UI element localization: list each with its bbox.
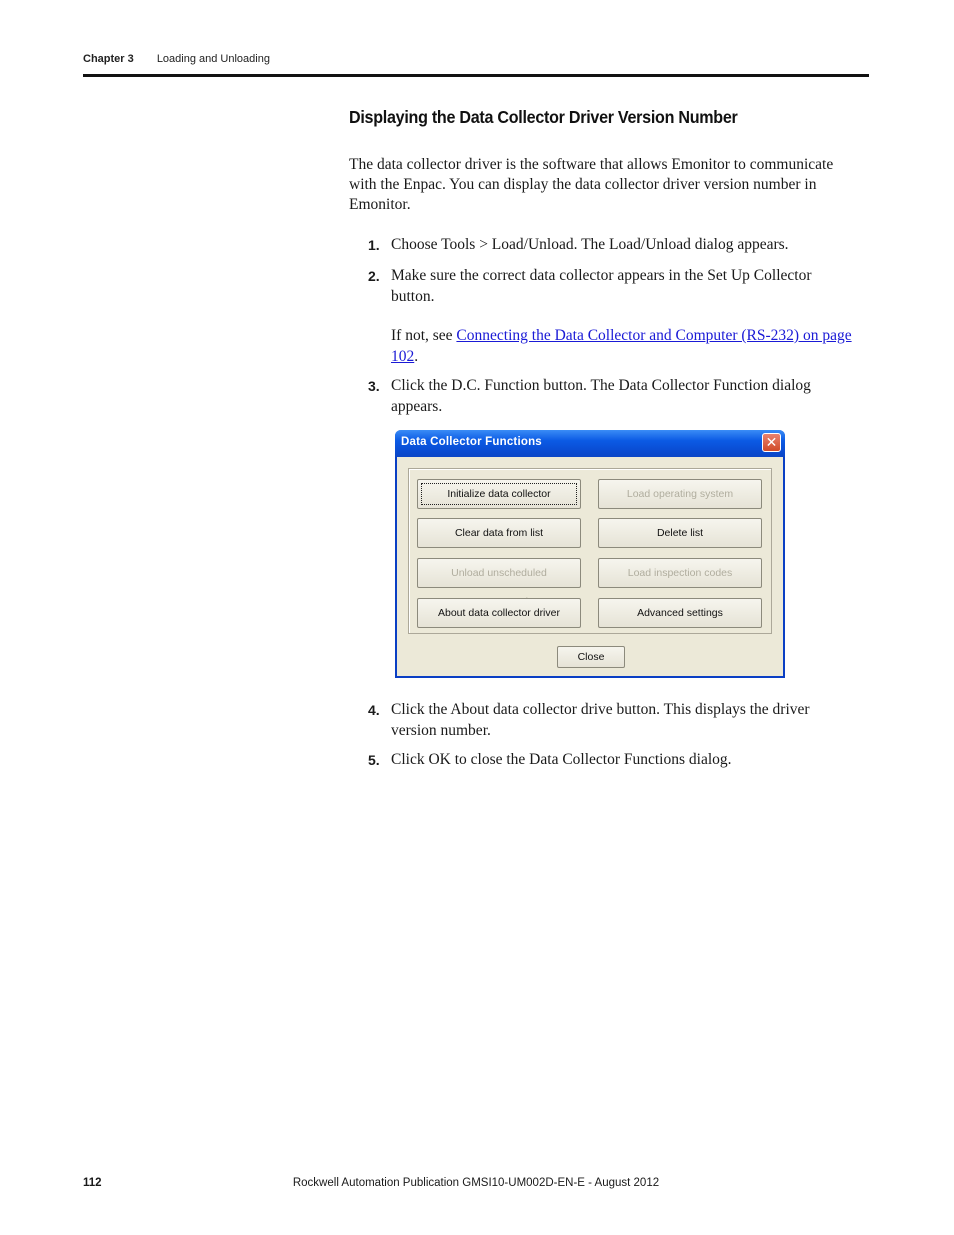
delete-list-button[interactable]: Delete list (598, 518, 762, 548)
close-icon[interactable]: ✕ (762, 433, 781, 452)
function-group (408, 468, 772, 634)
initialize-data-collector-button[interactable]: Initialize data collector (417, 479, 581, 509)
publication-footer: Rockwell Automation Publication GMSI10-UM002D-EN-E - August 2012 (292, 1177, 660, 1189)
dialog-titlebar (395, 430, 785, 457)
step-4: 4. Click the About data collector drive button. This displays the driver version number. (368, 701, 810, 739)
advanced-settings-button[interactable]: Advanced settings (598, 598, 762, 628)
close-button[interactable]: Close (557, 646, 625, 668)
header-rule (83, 74, 869, 77)
chapter-label: Chapter 3 (83, 53, 134, 65)
data-collector-functions-dialog (395, 430, 785, 678)
about-data-collector-driver-button[interactable]: About data collector driver (417, 598, 581, 628)
section-title: Displaying the Data Collector Driver Version Number (349, 107, 738, 127)
section-label: Loading and Unloading (156, 53, 270, 65)
step-1: 1. Choose Tools > Load/Unload. The Load/Unload dialog appears. (368, 236, 789, 253)
load-inspection-codes-button[interactable]: Load inspection codes (598, 558, 762, 588)
load-operating-system-button[interactable]: Load operating system (598, 479, 762, 509)
unload-unscheduled-measurements-button[interactable]: Unload unscheduled (417, 558, 581, 588)
step-2: 2. Make sure the correct data collector appears in the Set Up Collector button. (368, 267, 812, 305)
step-5: 5. Click OK to close the Data Collector Functions dialog. (368, 751, 732, 768)
dialog-title: Data Collector Functions (401, 436, 542, 448)
page-number: 112 (83, 1177, 102, 1189)
intro-paragraph: The data collector driver is the software that allows Emonitor to communicate with the Enpac. You can display the data collector driver version number in Emonitor. (349, 156, 834, 213)
step-2-note: If not, see Connecting the Data Collector and Computer (RS-232) on page 102. (391, 327, 852, 365)
running-header (83, 53, 270, 65)
clear-data-from-list-button[interactable]: Clear data from list (417, 518, 581, 548)
cross-reference-link[interactable]: Connecting the Data Collector and Computer (RS-232) on page 102 (391, 327, 852, 365)
step-3: 3. Click the D.C. Function button. The Data Collector Function dialog appears. (368, 377, 811, 415)
